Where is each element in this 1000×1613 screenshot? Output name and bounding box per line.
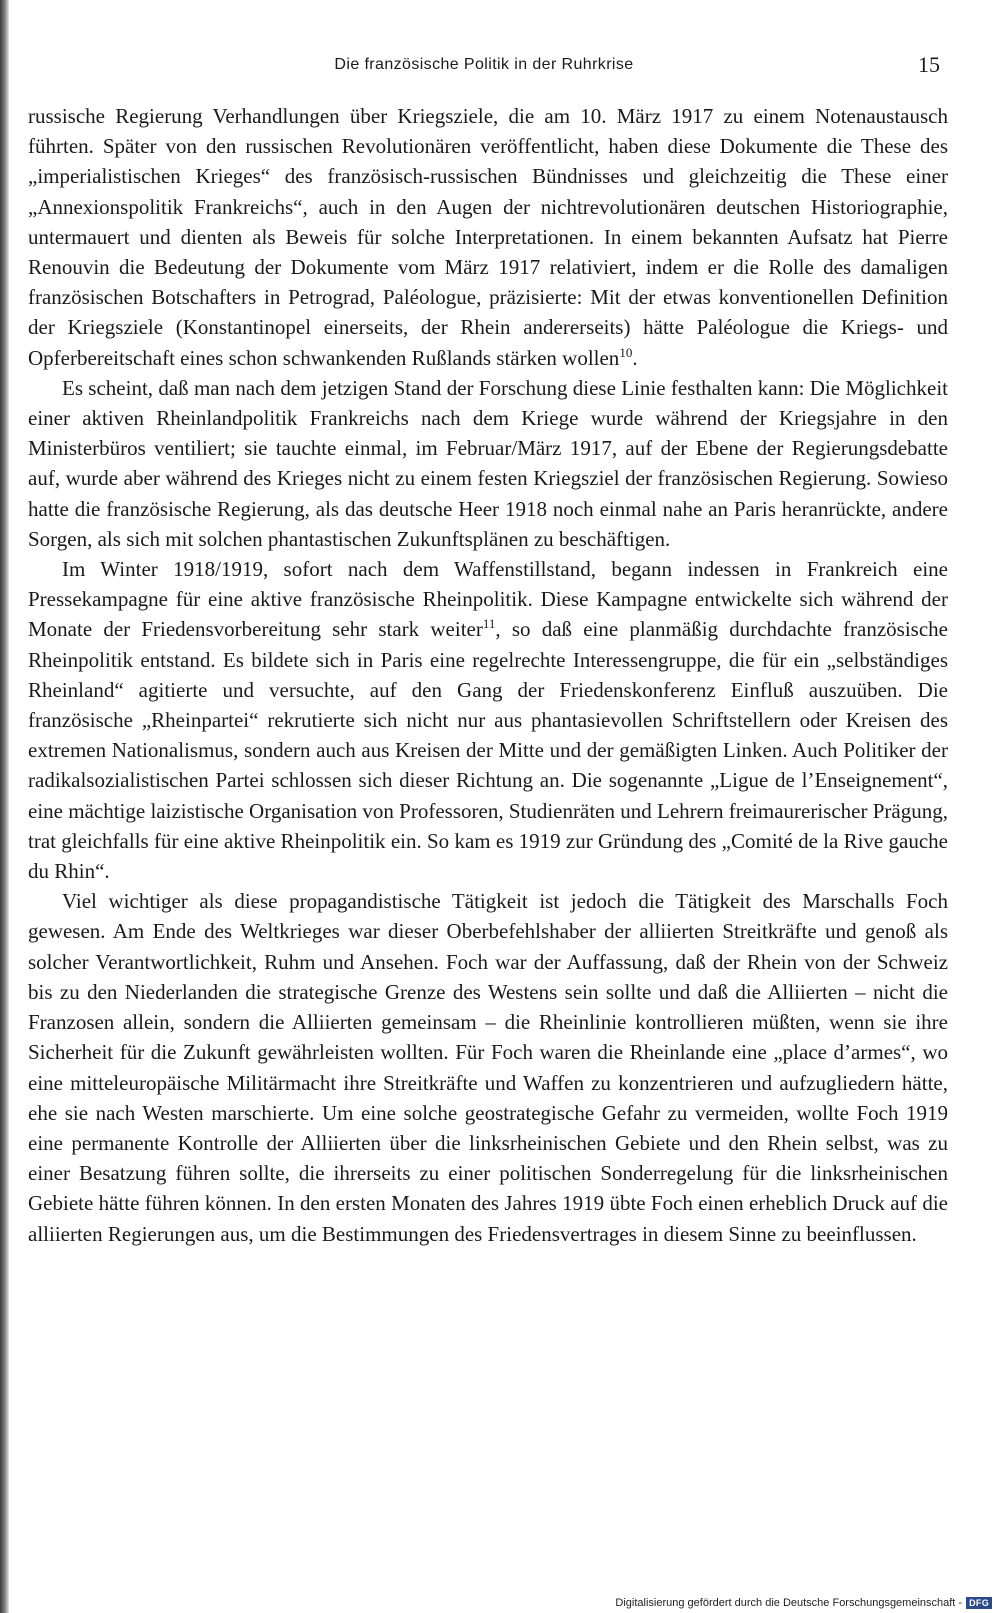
digitization-footer — [615, 1597, 992, 1609]
paragraph-2 — [28, 373, 948, 554]
dfg-logo: DFG — [966, 1597, 992, 1609]
paragraph-4 — [28, 886, 948, 1248]
body-text — [28, 101, 948, 1249]
page-header — [28, 52, 940, 82]
footnote-ref-10[interactable]: 10 — [619, 344, 633, 360]
paragraph-3 — [28, 554, 948, 886]
running-title: Die französische Politik in der Ruhrkrise — [334, 56, 634, 73]
page-number: 15 — [918, 52, 940, 77]
page-binding-edge — [0, 0, 9, 1613]
paragraph-text: Es scheint, daß man nach dem jetzigen Stand der Forschung diese Linie festhalten kann: Die Möglichkeit einer aktiven Rheinlandpolitik Frankreichs nach dem Kriege wurde während der Kriegsjahre in den Ministerbüros ventiliert; sie tauchte einmal, im Februar/März 1917, auf der Ebene der Regierungsdebatte auf, wurde aber während des Krieges nicht zu einem festen Kriegsziel der französischen Regierung. Sowieso hatte die französische Regierung, als das deutsche Heer 1918 noch einmal nahe an Paris heranrückte, andere Sorgen, als sich mit solchen phantastischen Zukunftsplänen zu beschäftigen. — [28, 375, 948, 551]
paragraph-tail: . — [632, 345, 638, 370]
paragraph-1 — [28, 101, 948, 373]
paragraph-text: Viel wichtiger als diese propagandistische Tätigkeit ist jedoch die Tätigkeit des Marschalls Foch gewesen. Am Ende des Weltkrieges war dieser Oberbefehlshaber der alliierten Streitkräfte und genoß als solcher Verantwortlichkeit, Ruhm und Ansehen. Foch war der Auffassung, daß der Rhein von der Schweiz bis zu den Niederlanden die strategische Grenze des Westens sein sollte und daß die Alliierten – nicht die Franzosen allein, sondern die Alliierten gemeinsam – die Rheinlinie kontrollieren müßten, wenn sie ihre Sicherheit für die Zukunft gewährleisten wollten. Für Foch waren die Rheinlande eine „place d’armes“, wo eine mitteleuropäische Militärmacht ihre Streitkräfte und Waffen zu konzentrieren und aufzugliedern hätte, ehe sie nach Westen marschierte. Um eine solche geostrategische Gefahr zu vermeiden, wollte Foch 1919 eine permanente Kontrolle der Alliierten über die linksrheinischen Gebiete und den Rhein selbst, was zu einer Besatzung führen sollte, die ihrerseits zu einer politischen Sonderregelung für die linksrheinischen Gebiete hätte führen können. In den ersten Monaten des Jahres 1919 übte Foch einen erheblich Druck auf die alliierten Regierungen aus, um die Bestimmungen des Friedensvertrages in diesem Sinne zu beeinflussen. — [28, 889, 948, 1246]
funding-notice: Digitalisierung gefördert durch die Deutsche Forschungsgemeinschaft - — [615, 1597, 963, 1609]
paragraph-text: russische Regierung Verhandlungen über Kriegsziele, die am 10. März 1917 zu einem Notenaustausch führten. Später von den russischen Revolutionären veröffentlicht, haben diese Dokumente die These des „imperialistischen Krieges“ des französisch-russischen Bündnisses und gleichzeitig die These einer „Annexionspolitik Frankreichs“, auch in den Augen der nichtrevolutionären deutschen Historiographie, untermauert und dienten als Beweis für solche Interpretationen. In einem bekannten Aufsatz hat Pierre Renouvin die Bedeutung der Dokumente vom März 1917 relativiert, indem er die Rolle des damaligen französischen Botschafters in Petrograd, Paléologue, präzisierte: Mit der etwas konventionellen Definition der Kriegsziele (Konstantinopel einerseits, der Rhein andererseits) hätte Paléologue die Kriegs- und Opferbereitschaft eines schon schwankenden Rußlands stärken wollen — [28, 104, 948, 370]
paragraph-text: Im Winter 1918/1919, sofort nach dem Waffenstillstand, begann indessen in Frankreich eine Pressekampagne für eine aktive französische Rheinpolitik. Diese Kampagne entwickelte sich während der Monate der Friedensvorbereitung sehr stark weiter — [28, 557, 948, 642]
footnote-ref-11[interactable]: 11 — [482, 616, 496, 632]
paragraph-tail: , so daß eine planmäßig durchdachte französische Rheinpolitik entstand. Es bildete sich in Paris eine regelrechte Interessengruppe, die für ein „selbständiges Rheinland“ agitierte und versuchte, auf den Gang der Friedenskonferenz Einfluß auszuüben. Die französische „Rheinpartei“ rekrutierte sich nicht nur aus phantasievollen Schriftstellern oder Kreisen des extremen Nationalismus, sondern auch aus Kreisen der Mitte und der gemäßigten Linken. Auch Politiker der radikalsozialistischen Partei schlossen sich dieser Richtung an. Die sogenannte „Ligue de l’Enseignement“, eine mächtige laizistische Organisation von Professoren, Studienräten und Lehrern freimaurerischer Prägung, trat gleichfalls für eine aktive Rheinpolitik ein. So kam es 1919 zur Gründung des „Comité de la Rive gauche du Rhin“. — [28, 617, 948, 884]
